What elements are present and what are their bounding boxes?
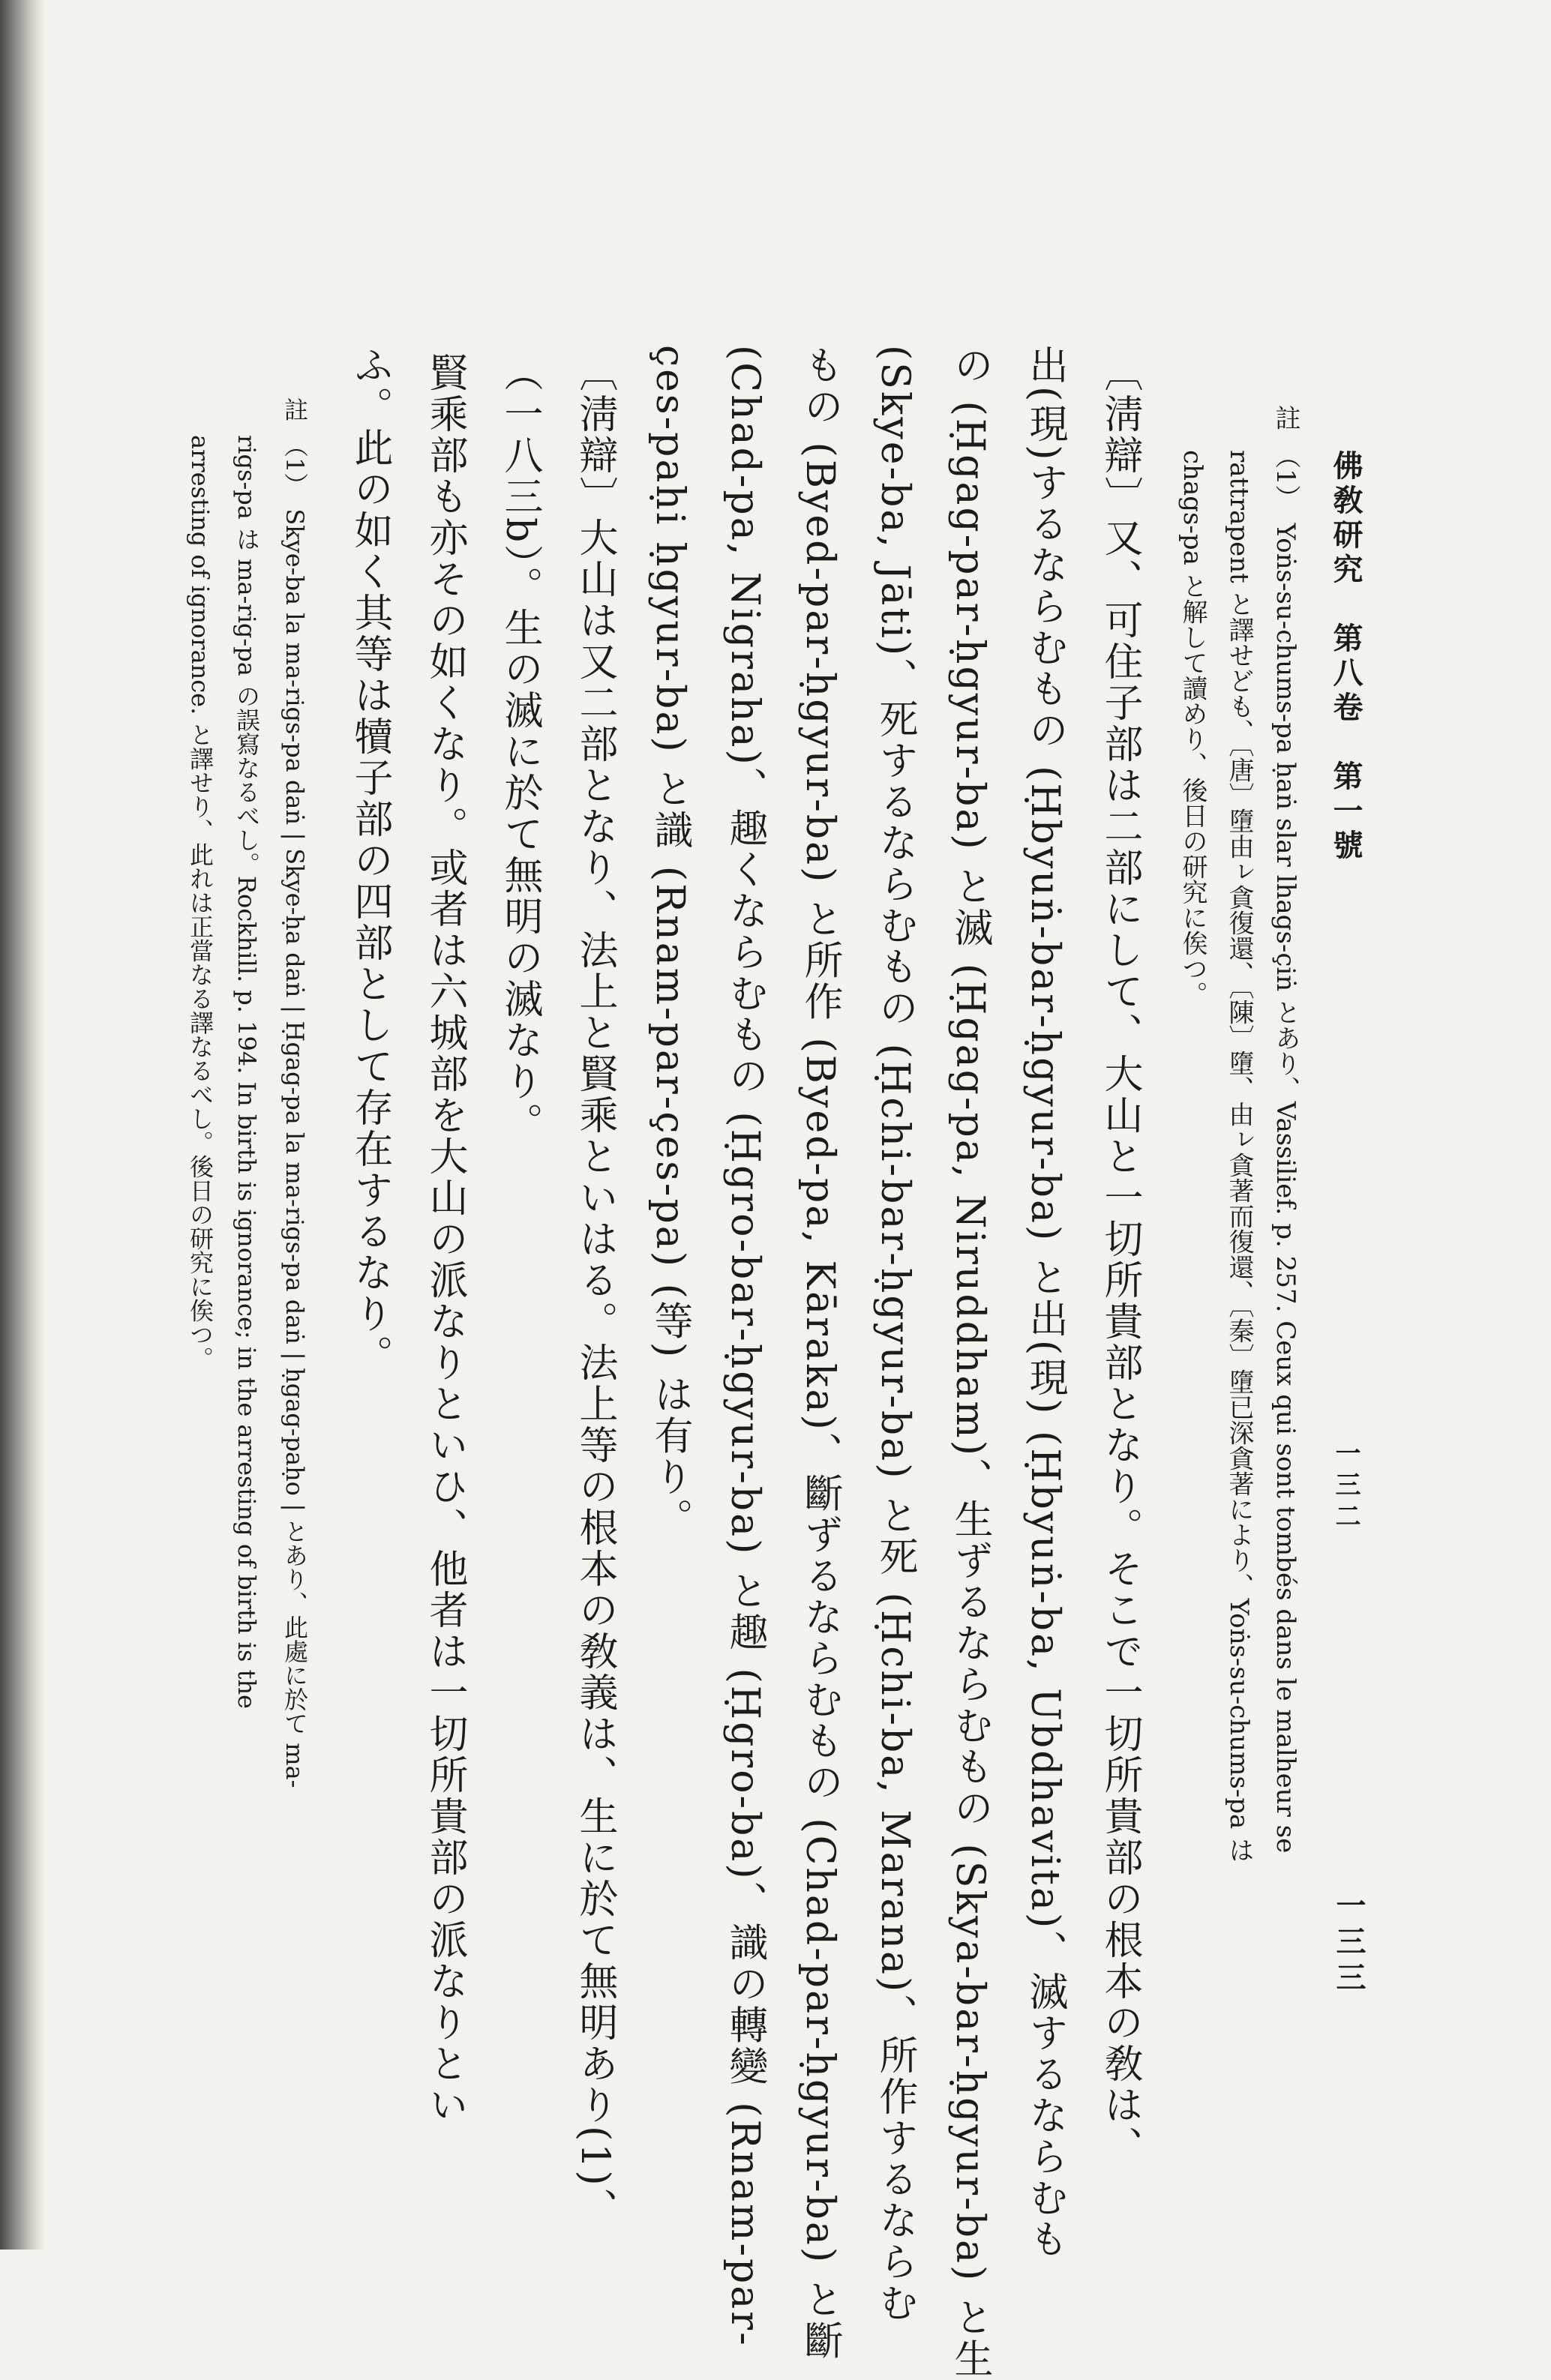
page-number-bold: 一三三	[1331, 1890, 1366, 1998]
scanned-page: 一三二 一三三 佛敎研究 第八卷 第一號 註 （1） Yoṅs-su-chums-pa ḥaṅ slar lhags-çiṅ とあり、Vassilief. p. 257. Ceux qui sont tombés dans le malheur se rattrapent と譯せども、〔唐〕墮由ㇾ貪復還、〔陳〕墮、由ㇾ貪著而復還、〔秦〕墮已深貪著により、Yoṅs-su-chums-pa は chags-pa と解して讀めり、後日の研究に俟つ。 〔淸辯〕又、可住子部は二部にして、大山と一切所貴部となり。そこで一切所貴部の根本の敎は、 出(現)するならむもの (Ḥbyuṅ-bar-ḥgyur-ba) と出(現) (Ḥbyuṅ-ba, Ubdhavita)、滅するならむも の (Ḥgag-par-ḥgyur-ba) と滅 (Ḥgag-pa, Niruddham)、生ずるならむもの (Skya-bar-ḥgyur-ba) と生 (Skye-ba, Jāti)、死するならむもの (Ḥchi-bar-ḥgyur-ba) と死 (Ḥchi-ba, Marana)、所作するならむ もの (Byed-par-ḥgyur-ba) と所作 (Byed-pa, Kāraka)、斷ずるならむもの (Chad-par-ḥgyur-ba) と斷 (Chad-pa, Nigraha)、趣くならむもの (Ḥgro-bar-ḥgyur-ba) と趣 (Ḥgro-ba)、識の轉變 (Rnam-par- çes-paḥi ḥgyur-ba) と識 (Rnam-par-çes-pa) (等) は有り。 〔淸辯〕大山は又二部となり、法上と賢乘といはる。法上等の根本の敎義は、生に於て無明あり(1)、 （一八三b）。生の滅に於て無明の滅なり。 賢乘部も亦その如くなり。或者は六城部を大山の派なりといひ、他者は一切所貴部の派なりとい ふ。此の如く其等は犢子部の四部として存在するなり。 註 （1） Skye-ba la ma-rigs-pa daṅ | Skye-ḥa daṅ | Ḥgag-pa la ma-rigs-pa daṅ | ḥgag-paḥo | とあり、此處に於て ma- rigs-pa は ma-rig-pa の誤寫なるべし。Rockhill. p. 194. In birth is ignorance; in the arresting of birth is the arresting of ignorance. と譯せり、此れは正當なる譯なるべし。後日の研究に俟つ。	[0, 0, 1551, 2250]
page-number-small: 一三二	[1330, 1440, 1360, 1534]
binding-edge-shadow	[0, 0, 45, 2250]
